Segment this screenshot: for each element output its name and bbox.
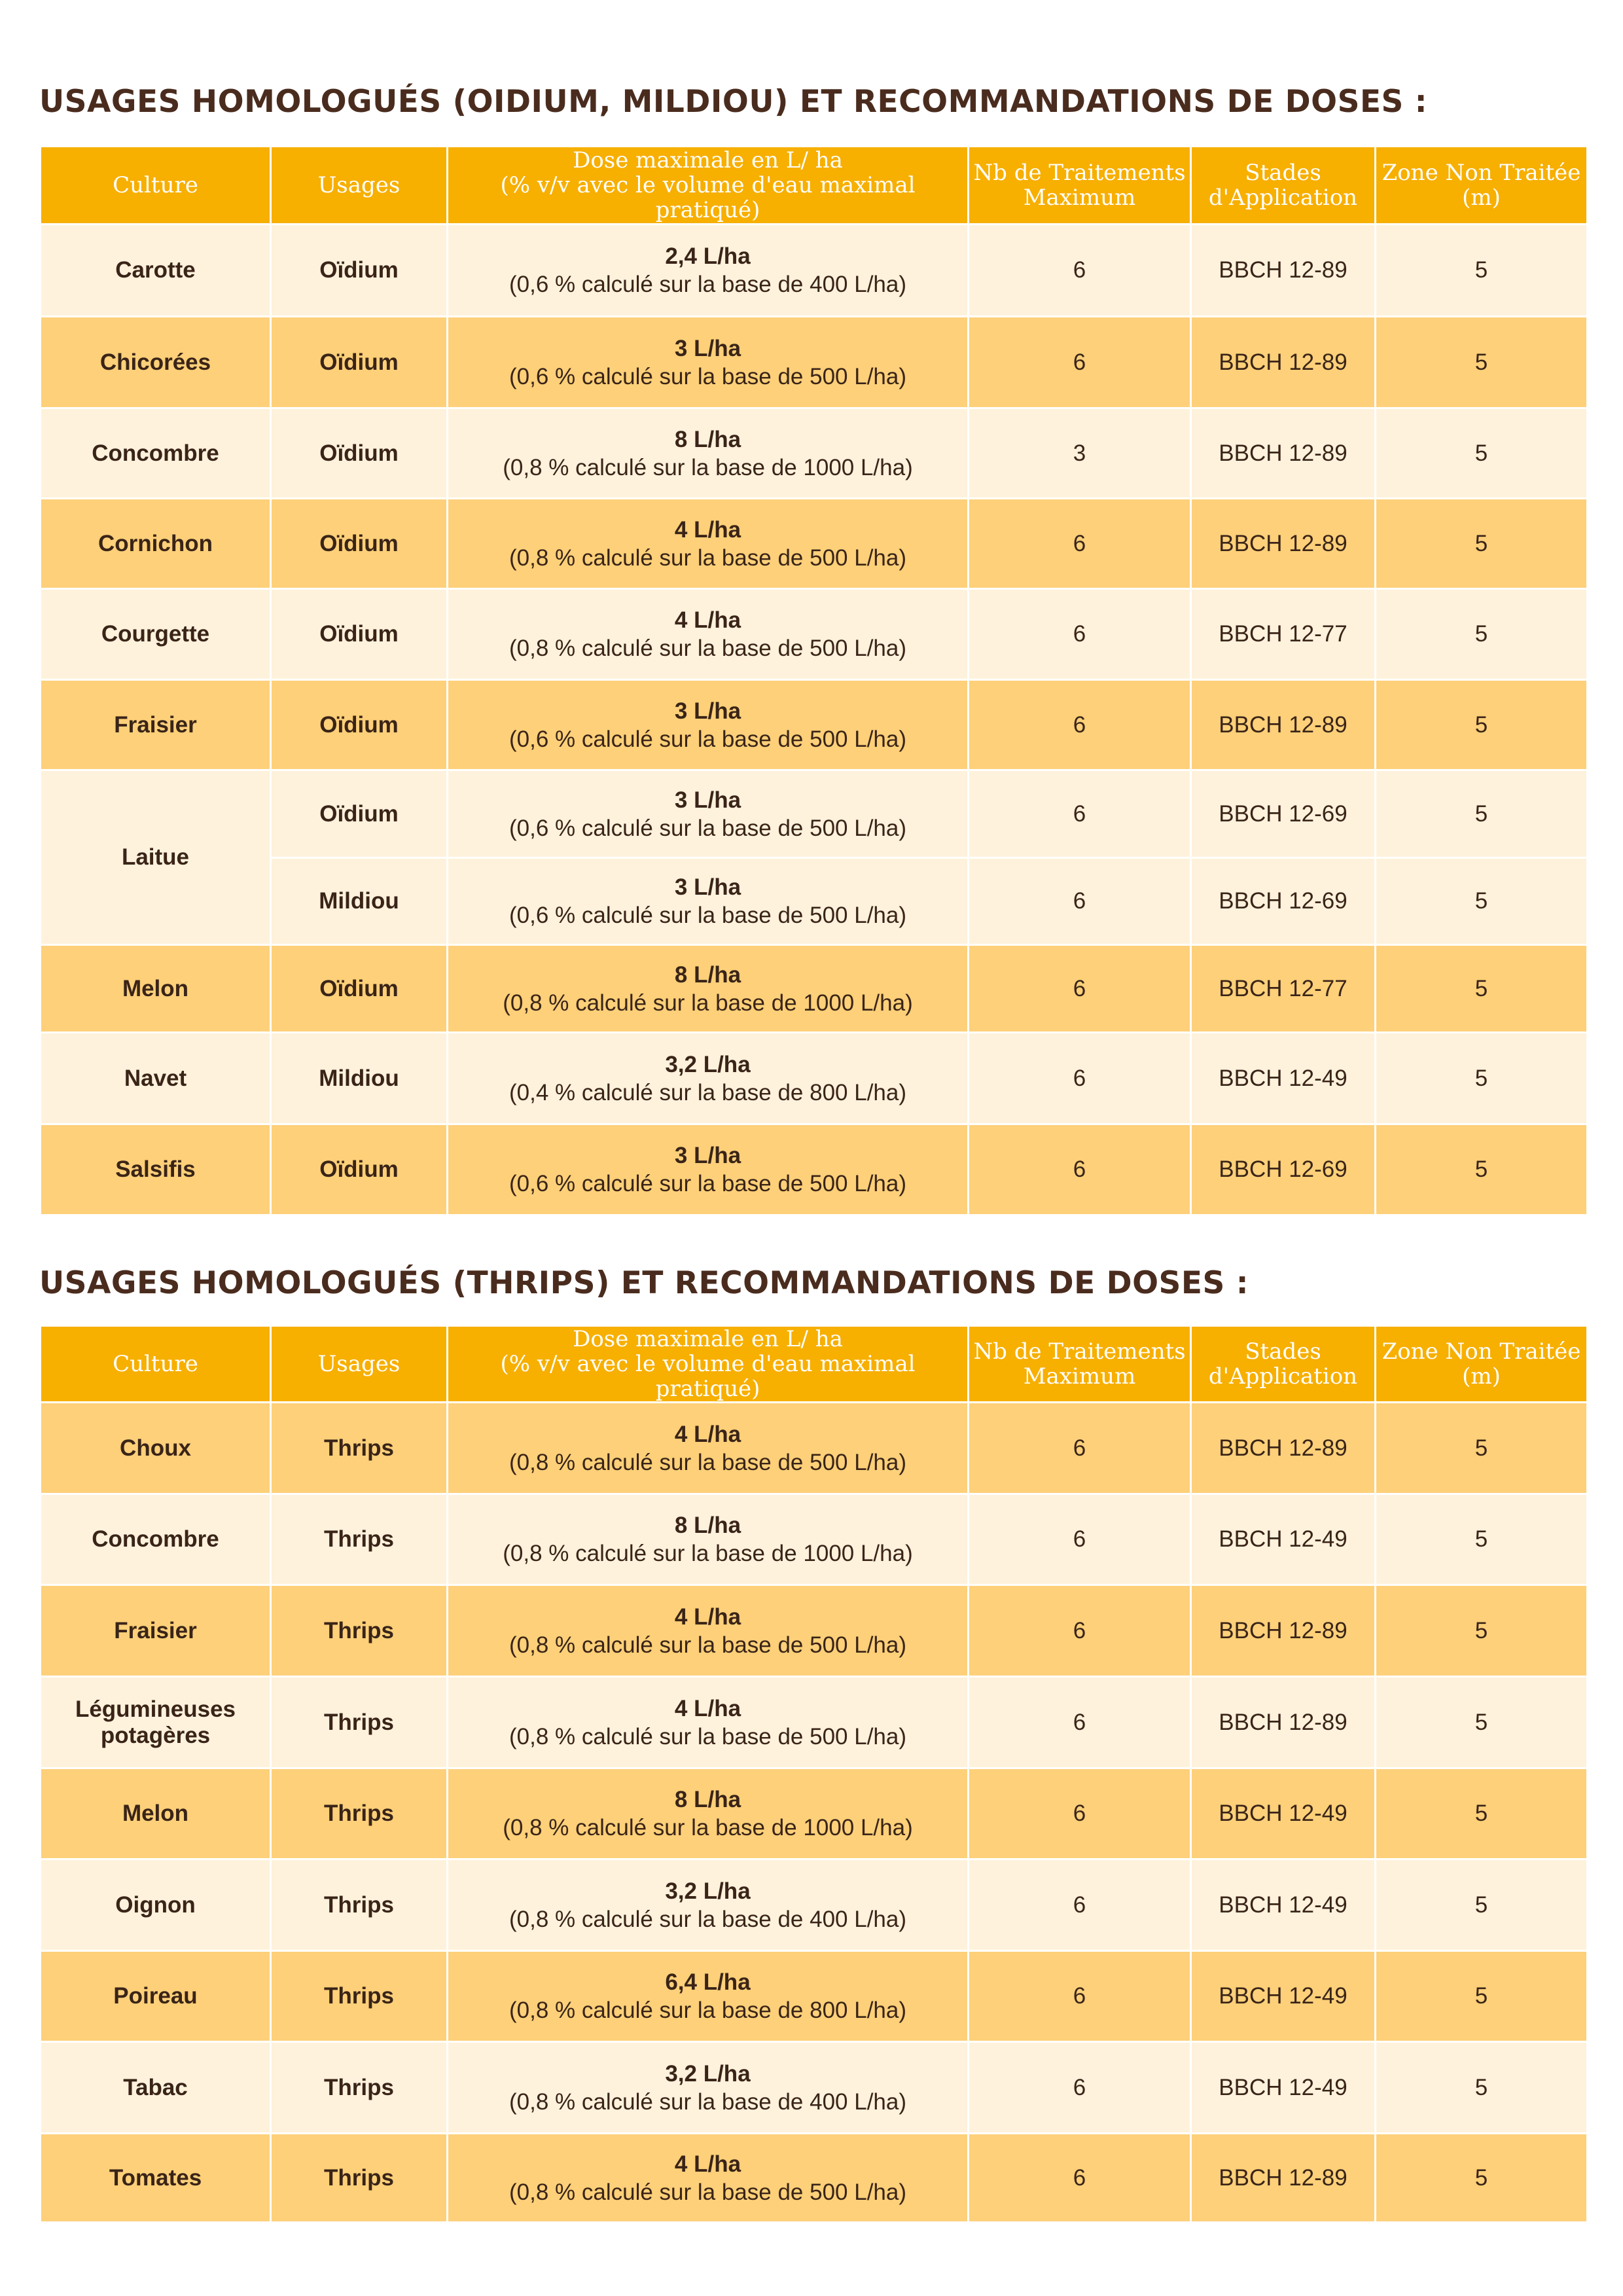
cell-dose bbox=[448, 2134, 969, 2223]
cell-nb-traitements: 6 bbox=[969, 499, 1191, 589]
dose-value: 3 L/ha bbox=[674, 1143, 741, 1168]
cell-usage: Oïdium bbox=[271, 1124, 448, 1215]
cell-nb-traitements: 6 bbox=[969, 945, 1191, 1033]
cell-znt: 5 bbox=[1376, 499, 1588, 589]
usage-table-oidium-mildiou bbox=[39, 145, 1588, 1216]
cell-stade: BBCH 12-89 bbox=[1191, 317, 1376, 408]
cell-culture: Carotte bbox=[41, 224, 271, 317]
cell-stade: BBCH 12-49 bbox=[1191, 1494, 1376, 1585]
cell-usage: Thrips bbox=[271, 1768, 448, 1859]
dose-detail: (0,6 % calculé sur la base de 500 L/ha) bbox=[508, 363, 907, 389]
cell-znt: 5 bbox=[1376, 680, 1588, 770]
header-dose-line2: (% v/v avec le volume d'eau maximal pratiqué) bbox=[500, 1351, 916, 1402]
section-title-oidium-mildiou: USAGES HOMOLOGUÉS (OIDIUM, MILDIOU) ET RECOMMANDATIONS DE DOSES : bbox=[39, 84, 1428, 120]
cell-usage: Thrips bbox=[271, 1494, 448, 1585]
cell-nb-traitements: 6 bbox=[969, 1124, 1191, 1215]
cell-znt: 5 bbox=[1376, 770, 1588, 858]
dose-value: 4 L/ha bbox=[674, 516, 741, 543]
cell-nb-traitements: 6 bbox=[969, 317, 1191, 408]
cell-dose bbox=[448, 499, 969, 589]
dose-value: 4 L/ha bbox=[674, 1421, 741, 1447]
cell-nb-traitements: 6 bbox=[969, 1403, 1191, 1494]
cell-stade: BBCH 12-89 bbox=[1191, 680, 1376, 770]
cell-znt: 5 bbox=[1376, 1033, 1588, 1124]
header-stades-line1: Stades bbox=[1245, 1338, 1321, 1365]
header-znt bbox=[1376, 1326, 1588, 1403]
cell-nb-traitements: 6 bbox=[969, 224, 1191, 317]
dose-value: 4 L/ha bbox=[674, 1695, 741, 1721]
table-row bbox=[41, 1585, 1588, 1677]
cell-dose bbox=[448, 770, 969, 858]
table-row bbox=[41, 224, 1588, 317]
cell-stade: BBCH 12-89 bbox=[1191, 1677, 1376, 1768]
cell-culture: Choux bbox=[41, 1403, 271, 1494]
cell-culture: Concombre bbox=[41, 1494, 271, 1585]
header-dose-line1: Dose maximale en L/ ha bbox=[573, 147, 843, 173]
cell-culture: Courgette bbox=[41, 589, 271, 680]
cell-usage: Oïdium bbox=[271, 317, 448, 408]
dose-detail: (0,8 % calculé sur la base de 500 L/ha) bbox=[508, 1723, 907, 1749]
header-nb-line1: Nb de Traitements bbox=[973, 160, 1186, 186]
cell-dose bbox=[448, 1494, 969, 1585]
dose-detail: (0,8 % calculé sur la base de 1000 L/ha) bbox=[503, 1541, 913, 1566]
table-row bbox=[41, 1859, 1588, 1951]
cell-dose bbox=[448, 1033, 969, 1124]
usage-table-thrips bbox=[39, 1325, 1588, 2223]
cell-stade: BBCH 12-69 bbox=[1191, 858, 1376, 945]
table-row bbox=[41, 1494, 1588, 1585]
header-stades bbox=[1191, 1326, 1376, 1403]
dose-value: 8 L/ha bbox=[674, 1513, 741, 1538]
cell-culture: Oignon bbox=[41, 1859, 271, 1951]
dose-detail: (0,8 % calculé sur la base de 500 L/ha) bbox=[508, 1449, 907, 1475]
dose-detail: (0,8 % calculé sur la base de 500 L/ha) bbox=[508, 1632, 907, 1658]
cell-usage: Oïdium bbox=[271, 680, 448, 770]
table-row bbox=[41, 1403, 1588, 1494]
cell-culture: Fraisier bbox=[41, 1585, 271, 1677]
header-znt bbox=[1376, 147, 1588, 224]
cell-nb-traitements: 6 bbox=[969, 858, 1191, 945]
dose-detail: (0,6 % calculé sur la base de 500 L/ha) bbox=[508, 1171, 907, 1196]
dose-detail: (0,6 % calculé sur la base de 500 L/ha) bbox=[508, 815, 907, 841]
cell-znt: 5 bbox=[1376, 408, 1588, 499]
cell-nb-traitements: 6 bbox=[969, 1951, 1191, 2042]
dose-detail: (0,8 % calculé sur la base de 500 L/ha) bbox=[508, 636, 907, 661]
cell-dose bbox=[448, 858, 969, 945]
cell-usage: Oïdium bbox=[271, 408, 448, 499]
header-stades-line2: d'Application bbox=[1208, 185, 1358, 211]
cell-usage: Thrips bbox=[271, 1677, 448, 1768]
cell-stade: BBCH 12-49 bbox=[1191, 2042, 1376, 2134]
table-row bbox=[41, 770, 1588, 858]
cell-usage: Mildiou bbox=[271, 1033, 448, 1124]
table-row bbox=[41, 1124, 1588, 1215]
dose-detail: (0,8 % calculé sur la base de 1000 L/ha) bbox=[503, 990, 913, 1016]
section-title-thrips: USAGES HOMOLOGUÉS (THRIPS) ET RECOMMANDATIONS DE DOSES : bbox=[39, 1265, 1249, 1301]
cell-znt: 5 bbox=[1376, 945, 1588, 1033]
cell-usage: Mildiou bbox=[271, 858, 448, 945]
header-culture: Culture bbox=[41, 147, 271, 224]
dose-detail: (0,8 % calculé sur la base de 500 L/ha) bbox=[508, 2179, 907, 2205]
table-row bbox=[41, 2042, 1588, 2134]
header-nb-line1: Nb de Traitements bbox=[973, 1338, 1186, 1365]
dose-detail: (0,4 % calculé sur la base de 800 L/ha) bbox=[508, 1079, 907, 1105]
cell-stade: BBCH 12-77 bbox=[1191, 589, 1376, 680]
header-znt-line1: Zone Non Traitée bbox=[1382, 160, 1581, 186]
cell-culture: Tabac bbox=[41, 2042, 271, 2134]
table-header-row bbox=[41, 147, 1588, 224]
cell-dose bbox=[448, 1768, 969, 1859]
cell-usage: Thrips bbox=[271, 2042, 448, 2134]
cell-znt: 5 bbox=[1376, 317, 1588, 408]
cell-nb-traitements: 6 bbox=[969, 1859, 1191, 1951]
cell-dose bbox=[448, 1585, 969, 1677]
cell-dose bbox=[448, 1859, 969, 1951]
cell-usage: Thrips bbox=[271, 1403, 448, 1494]
cell-usage: Oïdium bbox=[271, 589, 448, 680]
cell-culture: Melon bbox=[41, 1768, 271, 1859]
table-row bbox=[41, 945, 1588, 1033]
cell-nb-traitements: 6 bbox=[969, 589, 1191, 680]
table-row bbox=[41, 1768, 1588, 1859]
cell-usage: Oïdium bbox=[271, 945, 448, 1033]
table-row bbox=[41, 499, 1588, 589]
cell-culture: Cornichon bbox=[41, 499, 271, 589]
cell-nb-traitements: 6 bbox=[969, 770, 1191, 858]
cell-nb-traitements: 6 bbox=[969, 1494, 1191, 1585]
header-dose-line1: Dose maximale en L/ ha bbox=[573, 1326, 843, 1352]
cell-usage: Oïdium bbox=[271, 770, 448, 858]
cell-znt: 5 bbox=[1376, 1951, 1588, 2042]
dose-detail: (0,8 % calculé sur la base de 400 L/ha) bbox=[508, 2089, 907, 2115]
header-znt-line2: (m) bbox=[1462, 185, 1501, 211]
dose-value: 3 L/ha bbox=[674, 874, 741, 900]
cell-culture: Légumineuses potagères bbox=[41, 1677, 271, 1768]
cell-znt: 5 bbox=[1376, 2134, 1588, 2223]
cell-znt: 5 bbox=[1376, 1677, 1588, 1768]
cell-dose bbox=[448, 2042, 969, 2134]
cell-culture: Chicorées bbox=[41, 317, 271, 408]
dose-detail: (0,8 % calculé sur la base de 1000 L/ha) bbox=[503, 454, 913, 480]
dose-detail: (0,8 % calculé sur la base de 800 L/ha) bbox=[508, 1998, 907, 2023]
cell-dose bbox=[448, 589, 969, 680]
dose-value: 4 L/ha bbox=[674, 1604, 741, 1630]
cell-culture: Laitue bbox=[41, 770, 271, 945]
header-culture: Culture bbox=[41, 1326, 271, 1403]
cell-dose bbox=[448, 317, 969, 408]
table-row bbox=[41, 1951, 1588, 2042]
cell-dose bbox=[448, 408, 969, 499]
cell-usage: Thrips bbox=[271, 2134, 448, 2223]
dose-value: 3 L/ha bbox=[674, 335, 741, 361]
table-row bbox=[41, 1033, 1588, 1124]
dose-detail: (0,6 % calculé sur la base de 500 L/ha) bbox=[508, 903, 907, 928]
dose-value: 3 L/ha bbox=[674, 787, 741, 813]
cell-znt: 5 bbox=[1376, 1403, 1588, 1494]
cell-stade: BBCH 12-77 bbox=[1191, 945, 1376, 1033]
cell-culture: Concombre bbox=[41, 408, 271, 499]
cell-culture: Melon bbox=[41, 945, 271, 1033]
dose-value: 8 L/ha bbox=[674, 961, 741, 988]
cell-culture: Fraisier bbox=[41, 680, 271, 770]
cell-stade: BBCH 12-89 bbox=[1191, 1585, 1376, 1677]
header-znt-line1: Zone Non Traitée bbox=[1382, 1338, 1581, 1365]
cell-znt: 5 bbox=[1376, 589, 1588, 680]
header-stades bbox=[1191, 147, 1376, 224]
cell-znt: 5 bbox=[1376, 2042, 1588, 2134]
dose-value: 2,4 L/ha bbox=[665, 243, 751, 269]
cell-stade: BBCH 12-49 bbox=[1191, 1768, 1376, 1859]
dose-value: 3,2 L/ha bbox=[665, 1878, 751, 1904]
cell-stade: BBCH 12-89 bbox=[1191, 499, 1376, 589]
header-nb-traitements bbox=[969, 147, 1191, 224]
cell-culture: Navet bbox=[41, 1033, 271, 1124]
header-usages: Usages bbox=[271, 147, 448, 224]
cell-stade: BBCH 12-89 bbox=[1191, 408, 1376, 499]
cell-usage: Oïdium bbox=[271, 499, 448, 589]
dose-detail: (0,8 % calculé sur la base de 400 L/ha) bbox=[508, 1906, 907, 1932]
header-znt-line2: (m) bbox=[1462, 1363, 1501, 1390]
cell-znt: 5 bbox=[1376, 224, 1588, 317]
cell-stade: BBCH 12-49 bbox=[1191, 1859, 1376, 1951]
table-row bbox=[41, 408, 1588, 499]
table-row bbox=[41, 1677, 1588, 1768]
cell-nb-traitements: 6 bbox=[969, 2134, 1191, 2223]
cell-usage: Thrips bbox=[271, 1951, 448, 2042]
cell-dose bbox=[448, 1677, 969, 1768]
cell-stade: BBCH 12-69 bbox=[1191, 770, 1376, 858]
cell-dose bbox=[448, 680, 969, 770]
table-row bbox=[41, 589, 1588, 680]
cell-znt: 5 bbox=[1376, 858, 1588, 945]
cell-nb-traitements: 6 bbox=[969, 2042, 1191, 2134]
dose-value: 8 L/ha bbox=[674, 426, 741, 452]
cell-culture: Salsifis bbox=[41, 1124, 271, 1215]
cell-dose bbox=[448, 945, 969, 1033]
dose-value: 4 L/ha bbox=[674, 607, 741, 633]
dose-detail: (0,8 % calculé sur la base de 1000 L/ha) bbox=[503, 1815, 913, 1840]
cell-stade: BBCH 12-89 bbox=[1191, 1403, 1376, 1494]
dose-detail: (0,8 % calculé sur la base de 500 L/ha) bbox=[508, 545, 907, 571]
cell-nb-traitements: 6 bbox=[969, 1585, 1191, 1677]
cell-dose bbox=[448, 1124, 969, 1215]
dose-value: 3 L/ha bbox=[674, 698, 741, 724]
header-nb-line2: Maximum bbox=[1023, 1363, 1136, 1390]
cell-stade: BBCH 12-69 bbox=[1191, 1124, 1376, 1215]
cell-nb-traitements: 6 bbox=[969, 1033, 1191, 1124]
cell-usage: Oïdium bbox=[271, 224, 448, 317]
cell-znt: 5 bbox=[1376, 1768, 1588, 1859]
cell-dose bbox=[448, 1951, 969, 2042]
dose-value: 6,4 L/ha bbox=[665, 1969, 751, 1995]
cell-dose bbox=[448, 1403, 969, 1494]
dose-value: 3,2 L/ha bbox=[665, 1051, 751, 1077]
header-stades-line2: d'Application bbox=[1208, 1363, 1358, 1390]
cell-znt: 5 bbox=[1376, 1494, 1588, 1585]
table-row bbox=[41, 680, 1588, 770]
cell-culture: Tomates bbox=[41, 2134, 271, 2223]
cell-znt: 5 bbox=[1376, 1585, 1588, 1677]
cell-znt: 5 bbox=[1376, 1124, 1588, 1215]
dose-value: 4 L/ha bbox=[674, 2151, 741, 2177]
cell-stade: BBCH 12-89 bbox=[1191, 224, 1376, 317]
dose-detail: (0,6 % calculé sur la base de 400 L/ha) bbox=[508, 272, 907, 297]
header-dose bbox=[448, 147, 969, 224]
cell-usage: Thrips bbox=[271, 1585, 448, 1677]
table-row bbox=[41, 2134, 1588, 2223]
header-dose bbox=[448, 1326, 969, 1403]
cell-znt: 5 bbox=[1376, 1859, 1588, 1951]
cell-dose bbox=[448, 224, 969, 317]
table-row bbox=[41, 858, 1588, 945]
cell-nb-traitements: 6 bbox=[969, 1677, 1191, 1768]
header-dose-line2: (% v/v avec le volume d'eau maximal pratiqué) bbox=[500, 172, 916, 223]
cell-culture: Poireau bbox=[41, 1951, 271, 2042]
header-nb-traitements bbox=[969, 1326, 1191, 1403]
dose-value: 8 L/ha bbox=[674, 1787, 741, 1812]
header-usages: Usages bbox=[271, 1326, 448, 1403]
header-nb-line2: Maximum bbox=[1023, 185, 1136, 211]
header-stades-line1: Stades bbox=[1245, 160, 1321, 186]
table-row bbox=[41, 317, 1588, 408]
cell-nb-traitements: 6 bbox=[969, 1768, 1191, 1859]
cell-nb-traitements: 6 bbox=[969, 680, 1191, 770]
dose-value: 3,2 L/ha bbox=[665, 2060, 751, 2087]
cell-stade: BBCH 12-49 bbox=[1191, 1033, 1376, 1124]
cell-nb-traitements: 3 bbox=[969, 408, 1191, 499]
table-header-row bbox=[41, 1326, 1588, 1403]
cell-usage: Thrips bbox=[271, 1859, 448, 1951]
dose-detail: (0,6 % calculé sur la base de 500 L/ha) bbox=[508, 726, 907, 752]
cell-stade: BBCH 12-49 bbox=[1191, 1951, 1376, 2042]
cell-stade: BBCH 12-89 bbox=[1191, 2134, 1376, 2223]
